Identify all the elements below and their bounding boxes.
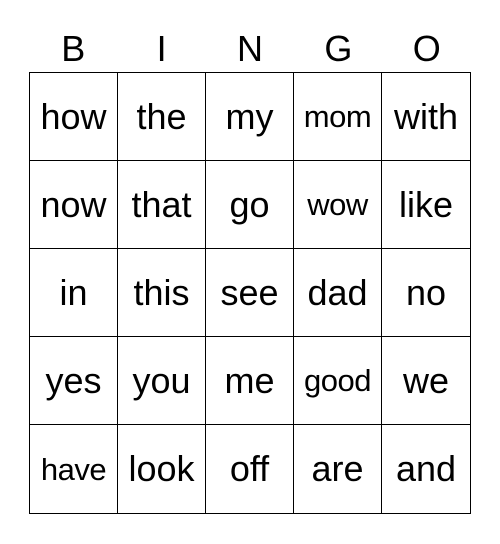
bingo-board	[29, 72, 471, 514]
bingo-cell[interactable]: we	[382, 337, 470, 425]
bingo-cell[interactable]: see	[206, 249, 294, 337]
bingo-cell[interactable]: how	[30, 73, 118, 161]
header-letter-b: B	[61, 28, 86, 69]
bingo-cell[interactable]: no	[382, 249, 470, 337]
bingo-cell[interactable]: wow	[294, 161, 382, 249]
bingo-cell[interactable]: go	[206, 161, 294, 249]
bingo-cell[interactable]: you	[118, 337, 206, 425]
bingo-cell[interactable]: have	[30, 425, 118, 513]
bingo-cell[interactable]: me	[206, 337, 294, 425]
header-letter-o: O	[412, 28, 441, 69]
header-letter-g: G	[324, 28, 353, 69]
bingo-cell[interactable]: off	[206, 425, 294, 513]
bingo-header	[29, 24, 471, 74]
bingo-cell[interactable]: the	[118, 73, 206, 161]
bingo-cell[interactable]: that	[118, 161, 206, 249]
bingo-cell[interactable]: this	[118, 249, 206, 337]
bingo-cell[interactable]: mom	[294, 73, 382, 161]
header-letter-n: N	[236, 28, 263, 69]
bingo-cell[interactable]: now	[30, 161, 118, 249]
bingo-cell[interactable]: and	[395, 448, 457, 489]
header-letter-i: I	[156, 28, 167, 69]
bingo-cell[interactable]: my	[206, 73, 294, 161]
bingo-cell[interactable]: good	[294, 337, 382, 425]
bingo-cell[interactable]: in	[30, 249, 118, 337]
bingo-cell[interactable]: yes	[30, 337, 118, 425]
bingo-cell[interactable]: look	[118, 425, 206, 513]
bingo-cell[interactable]: with	[382, 73, 470, 161]
bingo-cell[interactable]: are	[294, 425, 382, 513]
bingo-cell[interactable]: like	[382, 161, 470, 249]
bingo-cell[interactable]: dad	[294, 249, 382, 337]
